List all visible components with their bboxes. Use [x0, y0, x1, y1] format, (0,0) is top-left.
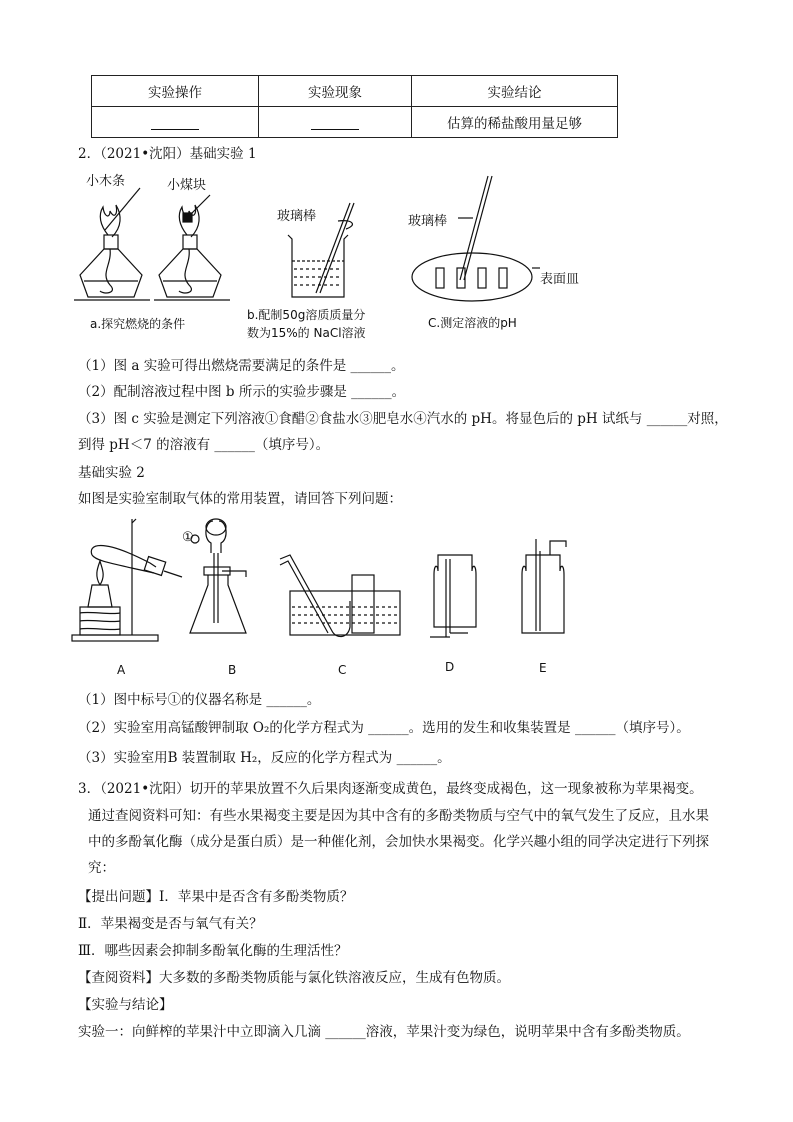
q2-item-3-cont: 到得 pH＜7 的溶液有 ______（填序号）。: [78, 437, 330, 453]
q3-problem-2: Ⅱ．苹果褐变是否与氧气有关？: [78, 916, 263, 932]
label-small-stick: 小木条: [86, 174, 126, 189]
q3-reference: 【查阅资料】大多数的多酚类物质能与氯化铁溶液反应，生成有色物质。: [78, 970, 510, 986]
burner-figure-a: [70, 185, 240, 310]
table-header: 实验结论: [412, 76, 618, 107]
gas-apparatus-figure: [70, 515, 590, 650]
marker-1: ①: [182, 530, 194, 545]
label-watch-glass: 表面皿: [540, 272, 580, 287]
q3-line-1: 3．（2021•沈阳）切开的苹果放置不久后果肉逐渐变成黄色，最终变成褐色，这一现象被称为苹果褐变。: [78, 781, 703, 797]
table-cell-blank: [259, 107, 412, 138]
apparatus-label-a: A: [117, 663, 126, 677]
table-header: 实验现象: [259, 76, 412, 107]
caption-c: C.测定溶液的pH: [428, 316, 517, 330]
label-glass-rod-c: 玻璃棒: [408, 214, 448, 229]
q3-paragraph: 通过查阅资料可知：有些水果褐变主要是因为其中含有的多酚类物质与空气中的氧气发生了反应，且水果中的多酚氧化酶（成分是蛋白质）是一种催化剂，会加快水果褐变。化学兴趣小组的同学决定进行下列探究：: [88, 808, 709, 876]
blank-line: [151, 115, 199, 130]
caption-b-line2: 数为15%的 NaCl溶液: [247, 326, 366, 340]
label-small-coal: 小煤块: [167, 178, 207, 193]
apparatus-label-e: E: [539, 661, 547, 675]
beaker-figure-b: [280, 195, 370, 305]
apparatus-label-d: D: [445, 660, 455, 674]
caption-b-line1: b.配制50g溶质质量分: [247, 308, 366, 322]
caption-a: a.探究燃烧的条件: [90, 317, 186, 331]
q3-experiment-1: 实验一：向鲜榨的苹果汁中立即滴入几滴 ______溶液，苹果汁变为绿色，说明苹果中含有多酚类物质。: [78, 1024, 690, 1040]
table-cell: 估算的稀盐酸用量足够: [412, 107, 618, 138]
basic-experiment-2-intro: 如图是实验室制取气体的常用装置，请回答下列问题：: [78, 491, 402, 507]
q2-item-3: （3）图 c 实验是测定下列溶液①食醋②食盐水③肥皂水④汽水的 pH。将显色后的 pH 试纸与 ______对照，: [78, 411, 728, 427]
basic-experiment-2-title: 基础实验 2: [78, 465, 145, 481]
q2b-item-2: （2）实验室用高锰酸钾制取 O₂的化学方程式为 ______。选用的发生和收集装置是 ______（填序号）。: [78, 720, 690, 736]
q2-item-1: （1）图 a 实验可得出燃烧需要满足的条件是 ______。: [78, 358, 405, 374]
q3-experiment-head: 【实验与结论】: [78, 997, 173, 1013]
q2b-item-1: （1）图中标号①的仪器名称是 ______。: [78, 692, 321, 708]
watch-glass-figure-c: [400, 170, 550, 310]
question-2-title: 2．（2021•沈阳）基础实验 1: [78, 146, 257, 162]
apparatus-label-b: B: [228, 663, 237, 677]
q3-problem-head: 【提出问题】Ⅰ．苹果中是否含有多酚类物质？: [78, 889, 354, 905]
table-cell-blank: [92, 107, 259, 138]
apparatus-label-c: C: [338, 663, 347, 677]
q2-item-2: （2）配制溶液过程中图 b 所示的实验步骤是 ______。: [78, 384, 406, 400]
answer-table: [91, 75, 618, 138]
blank-line: [311, 115, 359, 130]
label-glass-rod-b: 玻璃棒: [277, 209, 317, 224]
q2b-item-3: （3）实验室用B 装置制取 H₂，反应的化学方程式为 ______。: [78, 750, 451, 766]
q3-problem-3: Ⅲ．哪些因素会抑制多酚氧化酶的生理活性？: [78, 943, 348, 959]
table-header: 实验操作: [92, 76, 259, 107]
